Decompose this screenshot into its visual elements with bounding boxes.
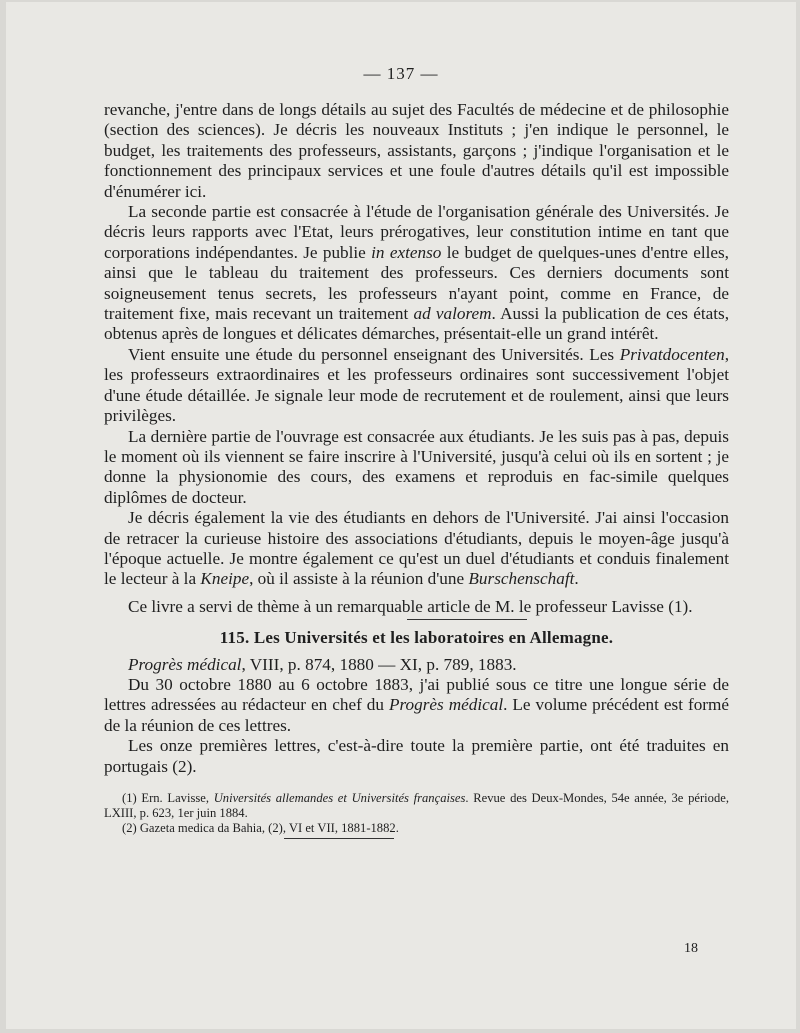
italic-run: Progrès médical bbox=[388, 695, 504, 715]
text-run: . Aussi la publication de ces états, obtenus après de longues et délicates démarches, présentait-elle un grand intérêt. bbox=[104, 304, 729, 344]
text-run: , les professeurs extraordinaires et les professeurs ordinaires sont successivement l'objet d'une étude détaillée. Je signale leur mode de recrutement et de roulement, ainsi que leurs privilèges. bbox=[104, 344, 729, 426]
footnote-rule bbox=[284, 838, 394, 839]
paragraph bbox=[104, 202, 729, 345]
document-page bbox=[6, 2, 796, 1029]
italic-run: Burschenschaft bbox=[468, 569, 575, 589]
page-number-top: — 137 — bbox=[363, 64, 439, 83]
italic-run: in extenso bbox=[371, 242, 442, 262]
text-run: , VIII, p. 874, 1880 — XI, p. 789, 1883. bbox=[241, 654, 517, 674]
paragraph: Les onze premières lettres, c'est-à-dire toute la première partie, ont été traduites en portugais (2). bbox=[104, 736, 729, 776]
section-heading: 115. Les Universités et les laboratoires en Allemagne. bbox=[219, 628, 614, 648]
text-run: Vient ensuite une étude du personnel enseignant des Universités. Les bbox=[128, 344, 620, 364]
text-run: Du 30 octobre 1880 au 6 octobre 1883, j'ai publié sous ce titre une longue série de lettres adressées au rédacteur en chef du bbox=[104, 674, 729, 715]
text-run: , où il assiste à la réunion d'une bbox=[249, 569, 469, 589]
section-divider bbox=[407, 619, 527, 620]
italic-run: ad valorem bbox=[413, 304, 492, 324]
text-run: . Le volume précédent est formé de la réunion de ces lettres. bbox=[104, 695, 730, 735]
text-run: le budget de quelques-unes d'entre elles, ainsi que le tableau du traitement des professeurs. Ces derniers documents sont soigneusement tenus secrets, les professeurs n'ayant point, comme en France, de traitement fixe, mais recevant un traitement bbox=[104, 242, 729, 324]
italic-run: Kneipe bbox=[200, 569, 250, 589]
text-run: . bbox=[574, 569, 579, 589]
text-run: Je décris également la vie des étudiants en dehors de l'Université. J'ai ainsi l'occasion de retracer la curieuse histoire des associations d'étudiants, depuis le moyen-âge jusqu'à l'époque actuelle. Je montre également ce qu'est un duel d'étudiants et conduis finalement le lecteur à la bbox=[104, 508, 729, 589]
spacer bbox=[104, 590, 729, 597]
paragraph bbox=[104, 675, 729, 736]
text-run: . Revue des Deux-Mondes, 54e année, 3e période, LXIII, p. 623, 1er juin 1884. bbox=[104, 791, 729, 820]
text-run: (1) Ern. Lavisse, bbox=[122, 791, 214, 805]
italic-run: Privatdocenten bbox=[619, 344, 725, 364]
page-number-bottom: 18 bbox=[684, 941, 698, 956]
paragraph: revanche, j'entre dans de longs détails au sujet des Facultés de médecine et de philosophie (section des sciences). Je décris les nouveaux Instituts ; j'en indique le personnel, le budget, les traitements des professeurs, assistants, garçons ; j'indique l'organisation et le fonctionnement des principaux services et une foule d'autres détails qu'il est impossible d'énumérer ici. bbox=[104, 100, 729, 201]
text-run: La seconde partie est consacrée à l'étude de l'organisation générale des Universités. Je décris leurs rapports avec l'Etat, leurs prérogatives, leur constitution intime en tant que corporations indépendantes. Je publie bbox=[104, 202, 729, 262]
citation bbox=[104, 655, 729, 675]
italic-run: Progrès médical bbox=[128, 654, 242, 674]
paragraph bbox=[104, 345, 729, 427]
paragraph: Ce livre a servi de thème à un remarquable article de M. le professeur Lavisse (1). bbox=[128, 596, 693, 616]
paragraph: La dernière partie de l'ouvrage est consacrée aux étudiants. Je les suis pas à pas, depuis le moment où ils viennent se faire inscrire à l'Université, jusqu'à celui où ils en sortent ; je donne la physionomie des cours, des examens et reproduis en fac-simile quelques diplômes de docteur. bbox=[104, 426, 729, 507]
footnote: (2) Gazeta medica da Bahia, (2), VI et VII, 1881-1882. bbox=[122, 821, 399, 835]
italic-run: Universités allemandes et Universités françaises bbox=[213, 791, 466, 805]
footnotes bbox=[104, 791, 729, 839]
footnote bbox=[104, 791, 729, 821]
paragraph bbox=[104, 508, 729, 590]
body-text bbox=[104, 100, 729, 839]
